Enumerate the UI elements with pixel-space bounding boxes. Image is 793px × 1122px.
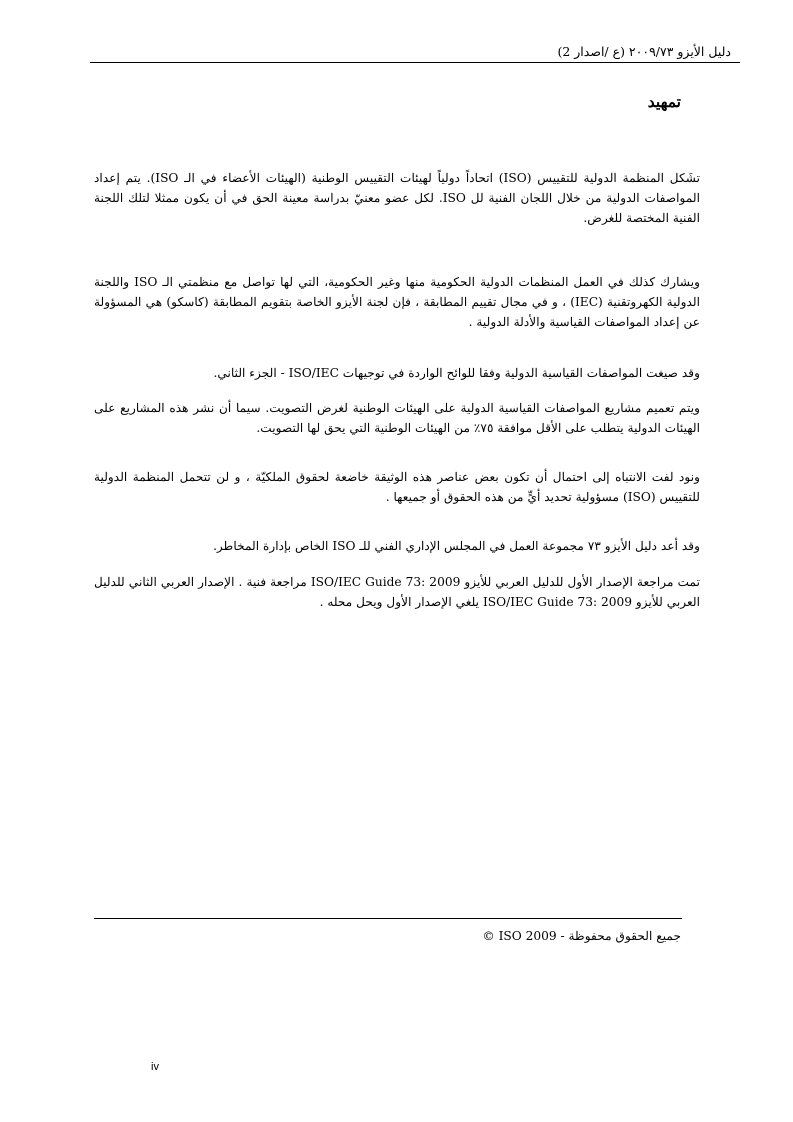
running-header: دليل الأيزو ٢٠٠٩/٧٣ (ع /اصدار 2) [557, 44, 731, 59]
paragraph-3: وقد صيغت المواصفات القياسية الدولية وفقا للوائح الواردة في توجيهات ISO/IEC - الجزء الثاني. [213, 366, 700, 380]
page-title: تمهيد [647, 92, 681, 111]
paragraph-1: تشَكل المنظمة الدولية للتقييس (ISO) اتحاداً دولياً لهيئات التقييس الوطنية (الهيئات الأعضاء في الـ ISO). يتم إعداد المواصفات الدولية من خلال اللجان الفنية لل ISO. لكل عضو معنيّ بدراسة معينة الحق في أن يكون ممثلا لتلك اللجنة الفنية المختصة للغرض. [94, 171, 700, 225]
copyright-notice: جميع الحقوق محفوظة - ISO 2009 © [482, 929, 681, 943]
paragraph-4: ويتم تعميم مشاريع المواصفات القياسية الدولية على الهيئات الوطنية لغرض التصويت. سيما أن نشر هذه المشاريع على الهيئات الدولية يتطلب على الأقل موافقة ٧٥٪ من الهيئات الوطنية التي يحق لها التصويت. [94, 401, 700, 435]
page-number: iv [151, 1061, 159, 1073]
paragraph-5: ونود لفت الانتباه إلى احتمال أن تكون بعض عناصر هذه الوثيقة خاضعة لحقوق الملكيّة ، و لن تتحمل المنظمة الدولية للتقييس (ISO) مسؤولية تحديد أيٍّ من هذه الحقوق أو جميعها . [94, 470, 700, 504]
header-divider [90, 62, 740, 63]
footer-divider [94, 918, 682, 919]
paragraph-7: تمت مراجعة الإصدار الأول للدليل العربي للأيزو ISO/IEC Guide 73: 2009 مراجعة فنية . الإصدار العربي الثاني للدليل العربي للأيزو ISO/IEC Guide 73: 2009 يلغي الإصدار الأول ويحل محله . [94, 575, 700, 609]
paragraph-2: ويشارك كذلك في العمل المنظمات الدولية الحكومية منها وغير الحكومية، التي لها تواصل مع منظمتي الـ ISO واللجنة الدولية الكهروتقنية (IEC) ، و في مجال تقييم المطابقة ، فإن لجنة الأيزو الخاصة بتقويم المطابقة (كاسكو) هي المسؤولة عن إعداد المواصفات القياسية والأدلة الدولية . [94, 275, 700, 329]
paragraph-6: وقد أعد دليل الأيزو ٧٣ مجموعة العمل في المجلس الإداري الفني للـ ISO الخاص بإدارة المخاطر. [213, 539, 700, 553]
